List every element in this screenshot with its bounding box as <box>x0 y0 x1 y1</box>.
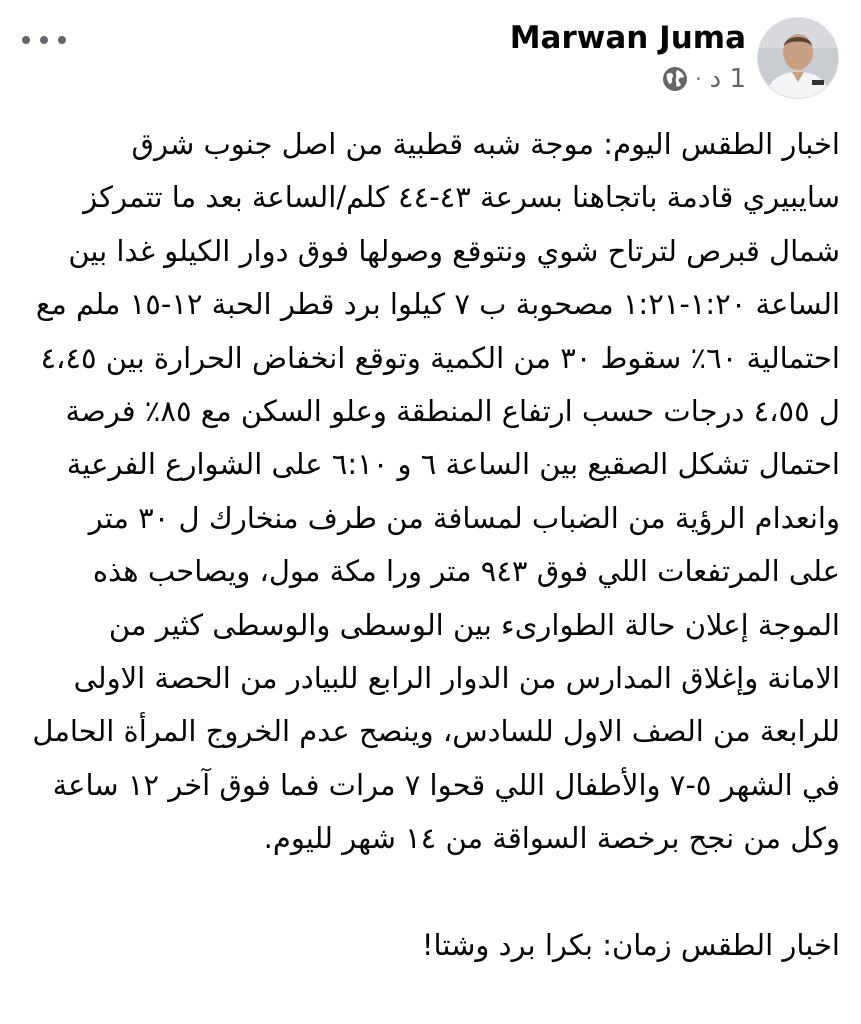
globe-icon[interactable] <box>661 65 689 93</box>
post-paragraph: اخبار الطقس اليوم: موجة شبه قطبية من اصل جنوب شرق سايبيري قادمة باتجاهنا بسرعة ٤٣-٤٤ كلم/الساعة بعد ما تتمركز شمال قبرص لترتاح شوي ونتوقع وصولها فوق دوار الكيلو غدا بين الساعة ١:٢٠-١:٢١ مصحوبة ب ٧ كيلوا برد قطر الحبة ١٢-١٥ ملم مع احتمالية ٦٠٪ سقوط ٣٠ من الكمية وتوقع انخفاض الحرارة بين ٤،٤٥ ل ٤،٥٥ درجات حسب ارتفاع المنطقة وعلو السكن مع ٨٥٪ فرصة احتمال تشكل الصقيع بين الساعة ٦ و ٦:١٠ على الشوارع الفرعية وانعدام الرؤية من الضباب لمسافة من طرف منخارك ل ٣٠ متر على المرتفعات اللي فوق ٩٤٣ متر ورا مكة مول، ويصاحب هذه الموجة إعلان حالة الطوارىء بين الوسطى والوسطى كثير من الامانة وإغلاق المدارس من الدوار الرابع للبيادر من الحصة الاولى للرابعة من الصف الاول للسادس، وينصح عدم الخروج المرأة الحامل في الشهر ٥-٧ والأطفال اللي قحوا ٧ مرات فما فوق آخر ١٢ ساعة وكل من نجح برخصة السواقة من ١٤ شهر لليوم. <box>32 127 840 856</box>
post-body <box>30 118 840 972</box>
more-options-button[interactable] <box>22 28 66 52</box>
avatar[interactable] <box>757 17 839 99</box>
post-meta <box>661 62 746 96</box>
post-paragraph: اخبار الطقس زمان: بكرا برد وشتا! <box>421 927 840 962</box>
avatar-photo-icon <box>758 18 838 98</box>
post-timestamp[interactable]: 1 د <box>709 64 746 94</box>
more-dot-icon <box>22 36 30 44</box>
post-header <box>0 0 861 112</box>
meta-separator: · <box>695 67 702 91</box>
more-dot-icon <box>58 36 66 44</box>
more-dot-icon <box>40 36 48 44</box>
author-name[interactable]: Marwan Juma <box>509 20 746 56</box>
